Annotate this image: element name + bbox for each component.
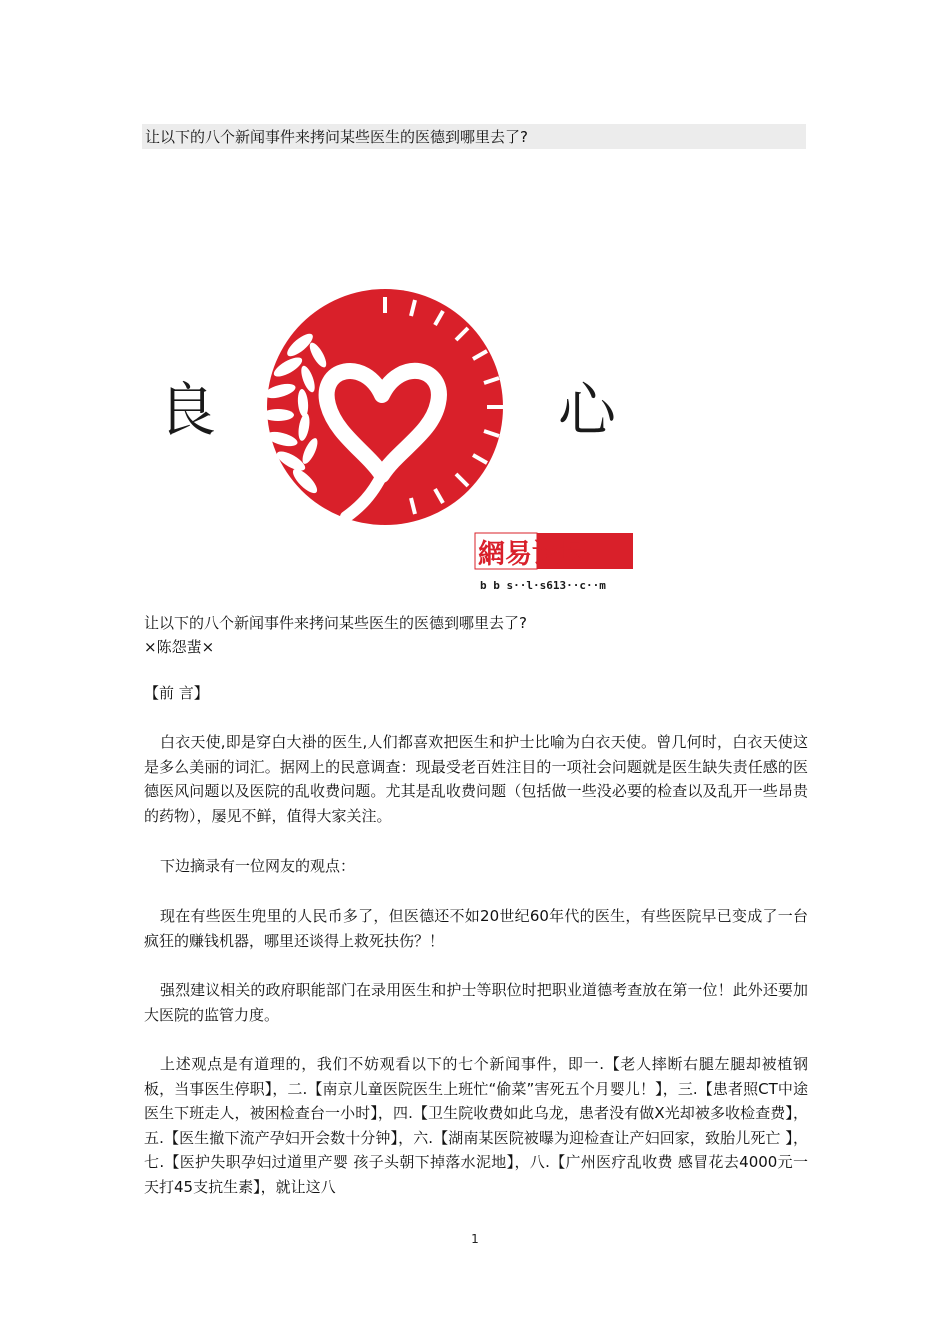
paragraph-1: 白衣天使,即是穿白大褂的医生,人们都喜欢把医生和护士比喻为白衣天使。曾几何时，白衣天使这是多么美丽的词汇。据网上的民意调查：现最受老百姓注目的一项社会问题就是医生缺失责任感的医德医风问题以及医院的乱收费问题。尤其是乱收费问题（包括做一些没必要的检查以及乱开一些昂贵的药物），屡见不鲜，值得大家关注。	[144, 733, 808, 825]
paragraph-3: 现在有些医生兜里的人民币多了，但医德还不如20世纪60年代的医生，有些医院早已变成了一台疯狂的赚钱机器，哪里还谈得上救死扶伤？！	[144, 907, 808, 950]
article-title: 让以下的八个新闻事件来拷问某些医生的医德到哪里去了?	[144, 614, 527, 632]
logo-left-char: 良	[158, 376, 217, 444]
logo-right-char: 心	[558, 376, 617, 444]
logo-brand: 網易论坛	[478, 539, 586, 570]
header-title: 让以下的八个新闻事件来拷问某些医生的医德到哪里去了?	[145, 128, 528, 146]
header-title-bar	[142, 124, 806, 149]
conscience-logo	[150, 275, 640, 595]
paragraph-4: 强烈建议相关的政府职能部门在录用医生和护士等职位时把职业道德考查放在第一位！此外还要加大医院的监管力度。	[144, 981, 808, 1024]
paragraph-2: 下边摘录有一位网友的观点：	[160, 857, 356, 875]
page-number: 1	[471, 1232, 479, 1246]
logo-brand-url: b b s··l·s613··c··m	[480, 579, 606, 592]
article-author: ×陈怨蜚×	[144, 638, 215, 656]
heart-wreath-emblem-icon	[150, 275, 640, 595]
paragraph-5: 上述观点是有道理的，我们不妨观看以下的七个新闻事件，即一.【老人摔断右腿左腿却被植钢板，当事医生停职】，二.【南京儿童医院医生上班忙“偷菜”害死五个月婴儿！】，三.【患者照CT中途医生下班走人，被困检查台一小时】，四.【卫生院收费如此乌龙，患者没有做X光却被多收检查费】，五.【医生撤下流产孕妇开会数十分钟】，六.【湖南某医院被曝为迎检查让产妇回家，致胎儿死亡 】，七.【医护失职孕妇过道里产婴 孩子头朝下掉落水泥地】，八.【广州医疗乱收费 感冒花去4000元一天打45支抗生素】，就让这八	[144, 1055, 808, 1196]
preface-heading: 【前 言】	[144, 684, 209, 702]
